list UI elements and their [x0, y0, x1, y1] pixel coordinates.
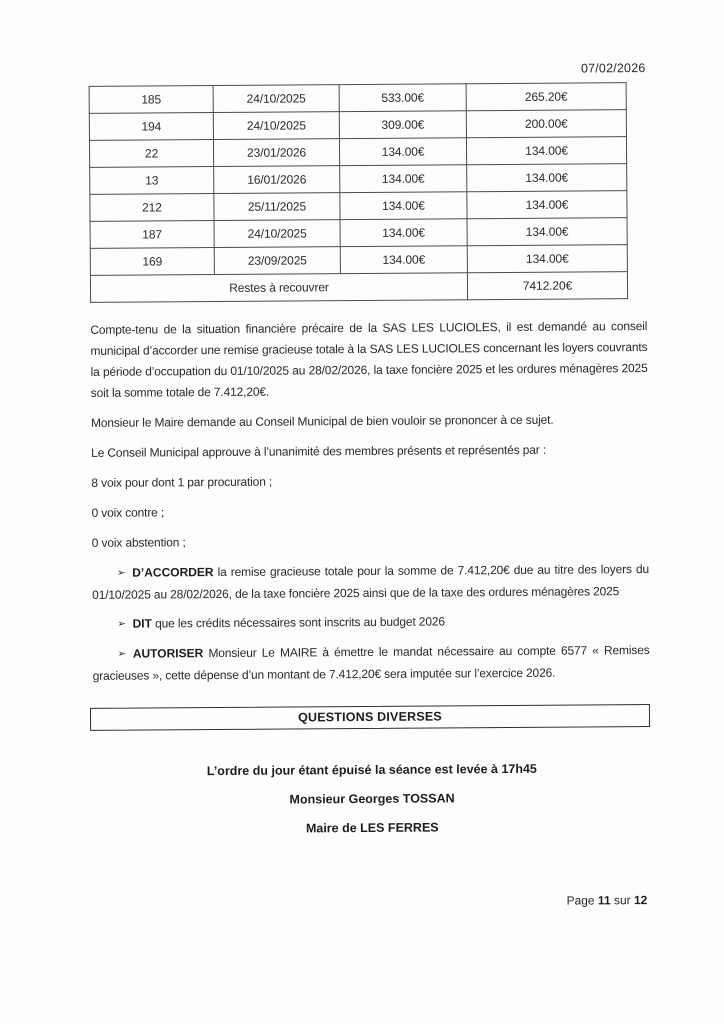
- cell-date: 23/01/2026: [213, 139, 339, 167]
- cell-amount: 134.00€: [340, 192, 467, 220]
- deliberation-keyword: AUTORISER: [132, 646, 204, 661]
- table-row: [89, 110, 626, 141]
- paragraph-context: Compte-tenu de la situation financière précaire de la SAS LES LUCIOLES, il est demandé au conseil municipal d’accorder une remise gracieuse totale à la SAS LES LUCIOLES concernant les loyers couvrants la période d’occupation du 01/10/2025 au 28/02/2026, la taxe foncière 2025 et les ordures ménagères 2025 soit la somme totale de 7.412,20€.: [90, 319, 648, 400]
- deliberation-text: la remise gracieuse totale pour la somme de 7.412,20€ due au titre des loyers du 01/10/2025 au 28/02/2026, de la taxe foncière 2025 ainsi que de la taxe des ordures ménagères 2025: [92, 562, 650, 602]
- arrow-bullet-icon: ➢: [117, 648, 126, 660]
- cell-remaining: 134.00€: [467, 164, 627, 192]
- deliberation-keyword: D’ACCORDER: [132, 565, 214, 580]
- cell-invoice-number: 13: [90, 167, 214, 195]
- cell-amount: 309.00€: [339, 111, 466, 139]
- cell-invoice-number: 169: [90, 248, 214, 276]
- cell-invoice-number: 212: [90, 194, 214, 222]
- cell-remaining: 134.00€: [467, 218, 627, 246]
- cell-remaining: 200.00€: [466, 110, 626, 138]
- page-footer: [566, 893, 647, 908]
- table-row: [90, 191, 627, 222]
- table-row: [89, 137, 626, 168]
- table-row: [90, 245, 627, 276]
- table-total-row: [90, 272, 627, 303]
- session-closing-line: L’ordre du jour étant épuisé la séance est levée à 17h45: [206, 761, 537, 779]
- table-row: [90, 218, 627, 249]
- cell-amount: 134.00€: [340, 165, 467, 193]
- cell-remaining: 265.20€: [466, 83, 626, 111]
- signatory-name: Monsieur Georges TOSSAN: [289, 791, 455, 807]
- document-date: 07/02/2026: [580, 61, 646, 76]
- cell-date: 23/09/2025: [214, 247, 340, 275]
- deliberation-item-autoriser: [92, 640, 649, 687]
- vote-abstention-line: 0 voix abstention ;: [91, 535, 186, 550]
- cell-remaining: 134.00€: [467, 191, 627, 219]
- arrow-bullet-icon: ➢: [116, 567, 126, 579]
- footer-total-pages: 12: [633, 893, 648, 908]
- deliberation-keyword: DIT: [132, 616, 152, 631]
- cell-amount: 134.00€: [340, 219, 467, 247]
- deliberation-text: que les crédits nécessaires sont inscrits au budget 2026: [151, 614, 445, 631]
- paragraph-mayor-request: Monsieur le Maire demande au Conseil Municipal de bien vouloir se prononcer à ce sujet.: [90, 412, 554, 430]
- cell-remaining: 134.00€: [467, 245, 627, 273]
- cell-date: 25/11/2025: [214, 193, 340, 221]
- cell-invoice-number: 187: [90, 221, 214, 249]
- table-row: [90, 164, 627, 195]
- document-content: [88, 0, 651, 841]
- cell-amount: 134.00€: [339, 138, 466, 166]
- cell-amount: 533.00€: [339, 84, 466, 112]
- signatory-title: Maire de LES FERRES: [305, 820, 439, 836]
- arrow-bullet-icon: ➢: [117, 618, 126, 630]
- cell-date: 16/01/2026: [214, 166, 340, 194]
- total-label: Restes à recouvrer: [90, 273, 467, 303]
- cell-remaining: 134.00€: [466, 137, 626, 165]
- footer-page-number: 11: [597, 893, 611, 908]
- vote-contre-line: 0 voix contre ;: [91, 505, 165, 520]
- cell-invoice-number: 22: [89, 140, 213, 168]
- cell-invoice-number: 185: [89, 86, 213, 114]
- cell-date: 24/10/2025: [214, 220, 340, 248]
- table-row: [89, 83, 626, 114]
- footer-sur-word: sur: [610, 893, 634, 908]
- total-value: 7412.20€: [467, 272, 627, 300]
- paragraph-council-approval: Le Conseil Municipal approuve à l’unanimité des membres présents et représentés par :: [91, 442, 547, 460]
- cell-date: 24/10/2025: [213, 85, 339, 113]
- recovery-table: [89, 82, 629, 303]
- cell-invoice-number: 194: [89, 113, 213, 141]
- cell-date: 24/10/2025: [213, 112, 339, 140]
- footer-page-word: Page: [566, 893, 598, 908]
- questions-diverses-heading: QUESTIONS DIVERSES: [90, 704, 650, 731]
- cell-amount: 134.00€: [340, 246, 467, 274]
- deliberation-item-accorder: [92, 559, 649, 606]
- deliberation-text: Monsieur Le MAIRE à émettre le mandat nécessaire au compte 6577 « Remises gracieuses », cette dépense d’un montant de 7.412,20€ sera imputée sur l’exercice 2026.: [92, 643, 650, 683]
- vote-pour-line: 8 voix pour dont 1 par procuration ;: [91, 474, 273, 490]
- deliberation-item-dit: [92, 610, 649, 636]
